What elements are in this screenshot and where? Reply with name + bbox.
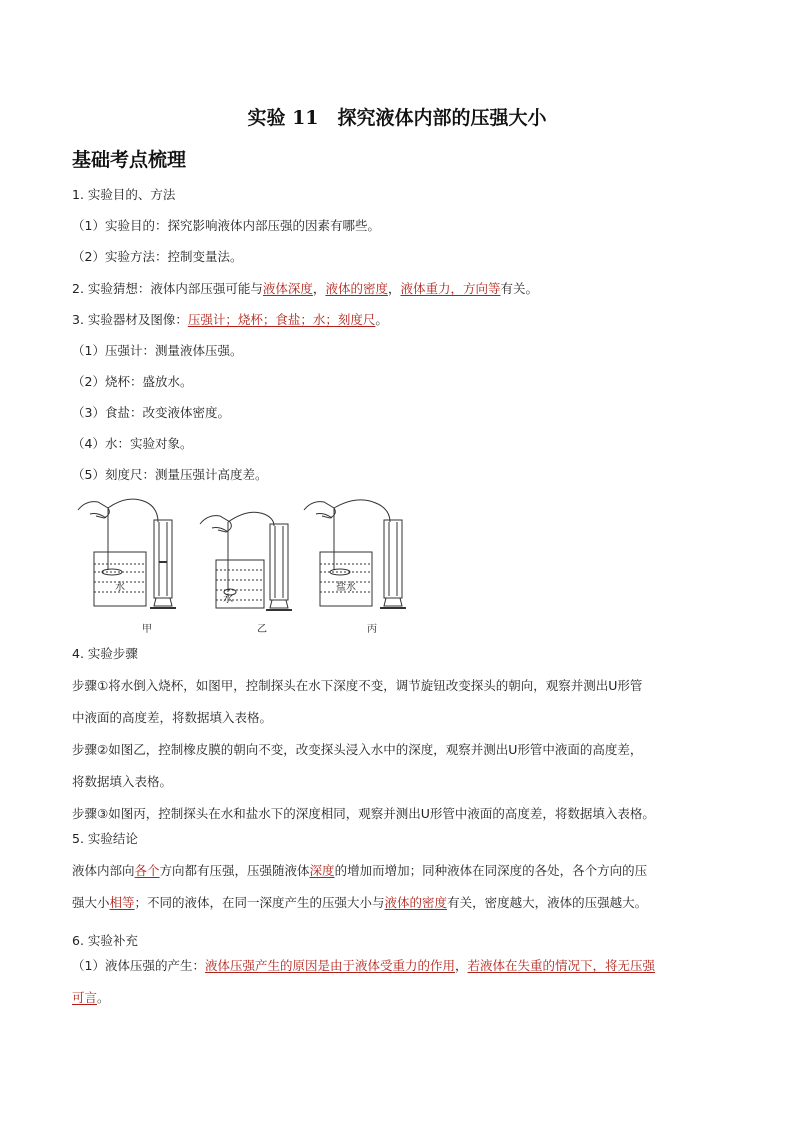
equipment-item: （3）食盐：改变液体密度。	[72, 405, 230, 420]
text: 液体内部向	[72, 863, 135, 878]
equipment-line	[72, 311, 388, 329]
hypothesis-suffix: 有关。	[500, 281, 538, 296]
caption-yi: 乙	[257, 624, 267, 635]
hypothesis-line	[72, 280, 538, 298]
heading-purpose: 1. 实验目的、方法	[72, 187, 176, 202]
setup-jia	[78, 499, 176, 608]
text: （1）液体压强的产生：	[72, 958, 205, 973]
answer-all-directions: 各个	[134, 863, 160, 878]
pressure-gauge-figure	[72, 492, 422, 637]
equipment-item: （4）水：实验对象。	[72, 436, 193, 451]
text: ；不同的液体，在同一深度产生的压强大小与	[134, 895, 385, 910]
supplement-line1	[72, 950, 728, 982]
liquid-label-jia: 水	[115, 582, 125, 593]
equipment-item: （1）压强计：测量液体压强。	[72, 343, 243, 358]
supplement-block	[72, 950, 728, 1014]
answer-weightless: 若液体在失重的情况下，将无压强	[467, 958, 656, 973]
supplement-line2	[72, 982, 728, 1014]
equipment-suffix: 。	[375, 312, 388, 327]
conclusion-block	[72, 855, 728, 919]
text: 强大小	[72, 895, 110, 910]
step3-line: 步骤③如图丙，控制探头在水和盐水下的深度相同，观察并测出U形管中液面的高度差，将数据填入表格。	[72, 806, 655, 821]
text: ，	[454, 958, 468, 973]
caption-bing: 丙	[367, 624, 377, 635]
answer-gravity-direction: 液体重力，方向等	[400, 281, 501, 296]
text: 方向都有压强，压强随液体	[159, 863, 310, 878]
conclusion-line2	[72, 887, 728, 919]
setup-yi	[200, 512, 292, 610]
text: 。	[97, 990, 110, 1005]
equipment-list: 压强计；烧杯；食盐；水；刻度尺	[187, 312, 376, 327]
section-title: 基础考点梳理	[72, 149, 187, 171]
answer-depth: 液体深度	[262, 281, 313, 296]
heading-supplement: 6. 实验补充	[72, 933, 138, 948]
steps-block	[72, 670, 728, 830]
separator: ，	[387, 281, 401, 296]
answer-depth: 深度	[309, 863, 335, 878]
answer-equal: 相等	[109, 895, 135, 910]
text: 的增加而增加；同种液体在同深度的各处，各个方向的压	[334, 863, 648, 878]
separator: ，	[312, 281, 326, 296]
caption-jia: 甲	[142, 624, 152, 635]
conclusion-line1	[72, 855, 728, 887]
answer-weightless-end: 可言	[72, 990, 98, 1005]
step1-line2: 中液面的高度差，将数据填入表格。	[72, 710, 273, 725]
equipment-item: （2）烧杯：盛放水。	[72, 374, 193, 389]
step2-line2: 将数据填入表格。	[72, 774, 173, 789]
liquid-label-bing: 盐水	[336, 582, 356, 593]
hypothesis-prefix: 2. 实验猜想：液体内部压强可能与	[72, 281, 263, 296]
heading-steps: 4. 实验步骤	[72, 646, 138, 661]
step2-line1: 步骤②如图乙，控制橡皮膜的朝向不变，改变探头浸入水中的深度，观察并测出U形管中液面的高度差，	[72, 742, 643, 757]
answer-cause: 液体压强产生的原因是由于液体受重力的作用	[204, 958, 455, 973]
step1-line1: 步骤①将水倒入烧杯，如图甲，控制探头在水下深度不变，调节旋钮改变探头的朝向，观察并测出U形管	[72, 678, 643, 693]
equipment-item: （5）刻度尺：测量压强计高度差。	[72, 467, 268, 482]
liquid-label-yi: 水	[223, 594, 233, 605]
purpose-item: （1）实验目的：探究影响液体内部压强的因素有哪些。	[72, 218, 380, 233]
equipment-prefix: 3. 实验器材及图像：	[72, 312, 188, 327]
answer-density: 液体的密度	[384, 895, 448, 910]
heading-conclusion: 5. 实验结论	[72, 831, 138, 846]
text: 有关，密度越大，液体的压强越大。	[447, 895, 648, 910]
method-item: （2）实验方法：控制变量法。	[72, 249, 243, 264]
answer-density: 液体的密度	[325, 281, 388, 296]
page-title: 实验 11 探究液体内部的压强大小	[247, 107, 547, 129]
